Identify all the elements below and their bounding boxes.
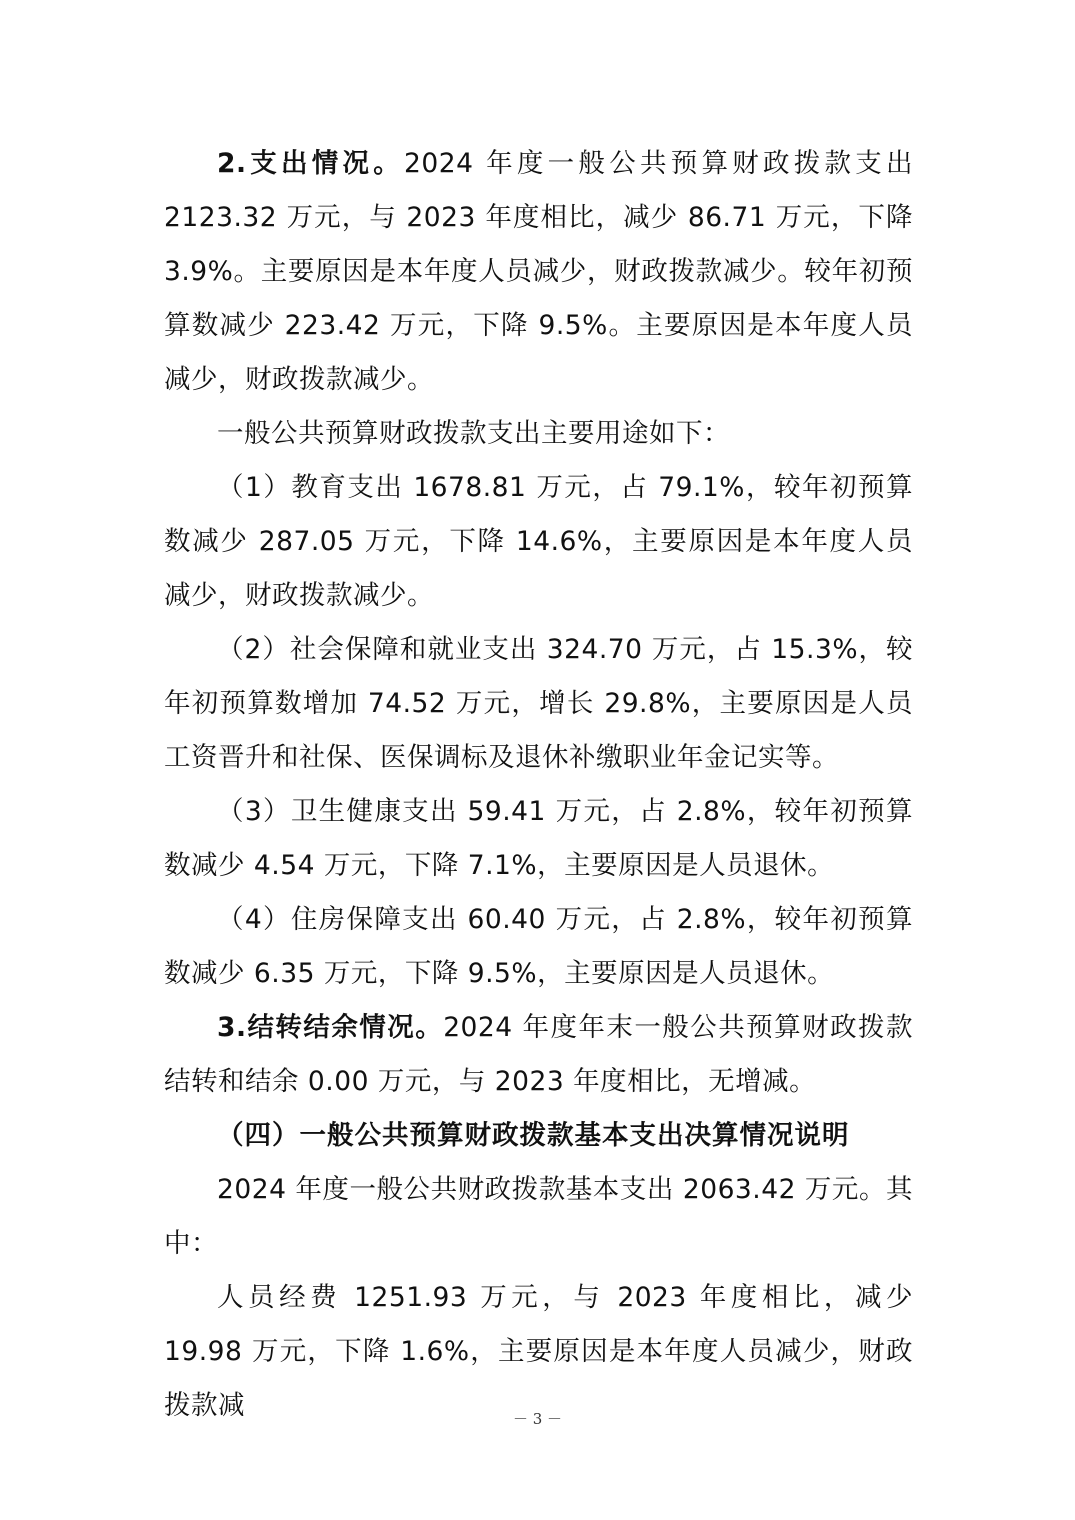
paragraph-text: 人员经费 1251.93 万元，与 2023 年度相比，减少 19.98 万元，下降 1.6%，主要原因是本年度人员减少，财政拨款减	[164, 1282, 913, 1421]
paragraph-lead: 2.支出情况。	[217, 148, 405, 179]
paragraph-carryover	[164, 1001, 913, 1109]
paragraph-lead: 3.结转结余情况。	[217, 1012, 444, 1043]
document-body	[164, 137, 913, 1433]
paragraph-text: （1）教育支出 1678.81 万元，占 79.1%，较年初预算数减少 287.05 万元，下降 14.6%，主要原因是本年度人员减少，财政拨款减少。	[164, 472, 913, 611]
paragraph-text: （3）卫生健康支出 59.41 万元，占 2.8%，较年初预算数减少 4.54 万元，下降 7.1%，主要原因是人员退休。	[164, 796, 913, 881]
paragraph-text: 2024 年度一般公共预算财政拨款支出 2123.32 万元，与 2023 年度相比，减少 86.71 万元，下降 3.9%。主要原因是本年度人员减少，财政拨款减少。较年初预算数减少 223.42 万元，下降 9.5%。主要原因是本年度人员减少，财政拨款减少。	[164, 148, 913, 395]
paragraph-text: （2）社会保障和就业支出 324.70 万元，占 15.3%，较年初预算数增加 74.52 万元，增长 29.8%，主要原因是人员工资晋升和社保、医保调标及退休补缴职业年金记实等。	[164, 634, 913, 773]
section-heading: （四）一般公共预算财政拨款基本支出决算情况说明	[217, 1120, 850, 1151]
paragraph-basic-expenditure	[164, 1163, 913, 1271]
paragraph-text: 2024 年度年末一般公共预算财政拨款结转和结余 0.00 万元，与 2023 年度相比，无增减。	[164, 1012, 913, 1097]
paragraph-text: 一般公共预算财政拨款支出主要用途如下：	[217, 418, 730, 449]
paragraph-education	[164, 461, 913, 623]
page-number: － 3 －	[512, 1410, 563, 1428]
paragraph-health	[164, 785, 913, 893]
paragraph-expenditure	[164, 137, 913, 407]
paragraph-text: 2024 年度一般公共财政拨款基本支出 2063.42 万元。其中：	[164, 1174, 913, 1259]
paragraph-housing	[164, 893, 913, 1001]
paragraph-uses-intro	[164, 407, 913, 461]
paragraph-social-security	[164, 623, 913, 785]
paragraph-text: （4）住房保障支出 60.40 万元，占 2.8%，较年初预算数减少 6.35 万元，下降 9.5%，主要原因是人员退休。	[164, 904, 913, 989]
